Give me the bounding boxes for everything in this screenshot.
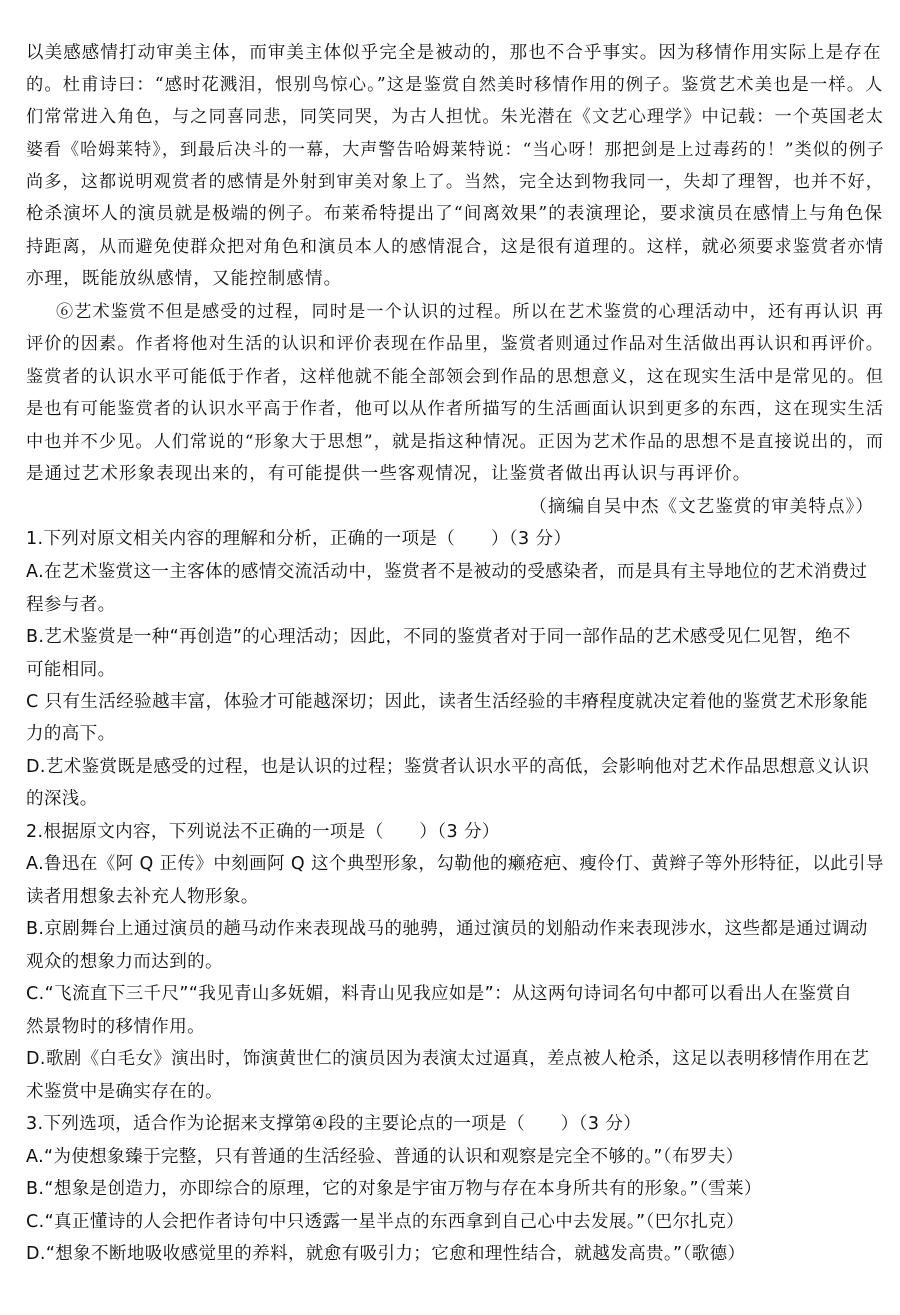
question-2-option-d: 术鉴赏中是确实存在的。 <box>26 1082 223 1102</box>
question-2-option-d: D.歌剧《白毛女》演出时，饰演黄世仁的演员因为表演太过逼真，差点被人枪杀，这足以表明移情作用在艺 <box>26 1049 870 1069</box>
passage-line: 中也并不少见。人们常说的“形象大于思想”，就是指这种情况。正因为艺术作品的思想不是直接说出的，而 <box>26 432 885 452</box>
question-2-option-a: A.鲁迅在《阿 Q 正传》中刻画阿 Q 这个典型形象，勾勒他的癞疮疤、瘦伶仃、黄辫子等外形特征，以此引导 <box>26 854 884 874</box>
question-1-option-d: D.艺术鉴赏既是感受的过程，也是认识的过程；鉴赏者认识水平的高低，会影响他对艺术作品思想意义认识 <box>26 757 870 777</box>
question-2-stem: 2.根据原文内容，下列说法不正确的一项是（ ）（3 分） <box>26 822 500 842</box>
question-2-option-a: 读者用想象去补充人物形象。 <box>26 887 259 907</box>
passage-line: 的。杜甫诗曰：“感时花溅泪，恨别鸟惊心。”这是鉴赏自然美时移情作用的例子。鉴赏艺术美也是一样。人 <box>26 75 884 95</box>
passage-line: 鉴赏者的认识水平可能低于作者，这样他就不能全部领会到作品的思想意义，这在现实生活中是常见的。但 <box>26 367 885 387</box>
question-1-stem: 1.下列对原文相关内容的理解和分析，正确的一项是（ ）（3 分） <box>26 529 572 549</box>
question-3-option-b: B.“想象是创造力，亦即综合的原理，它的对象是宇宙万物与存在本身所共有的形象。”（雪莱） <box>26 1179 762 1199</box>
passage-source: （摘编自吴中杰《文艺鉴赏的审美特点》） <box>529 497 874 517</box>
passage-line: 持距离，从而避免使群众把对角色和演员本人的感情混合，这是很有道理的。这样，就必须要求鉴赏者亦情 <box>26 237 885 257</box>
question-2-option-b: 观众的想象力而达到的。 <box>26 952 223 972</box>
question-2-option-b: B.京剧舞台上通过演员的趟马动作来表现战马的驰骋，通过演员的划船动作来表现涉水，这些都是通过调动 <box>26 919 868 939</box>
passage-line: 是通过艺术形象表现出来的，有可能提供一些客观情况，让鉴赏者做出再认识与再评价。 <box>26 464 752 484</box>
passage-line: ⑥艺术鉴赏不但是感受的过程，同时是一个认识的过程。所以在艺术鉴赏的心理活动中，还有再认识 再 <box>56 302 885 322</box>
passage-line: 尚多，这都说明观赏者的感情是外射到审美对象上了。当然，完全达到物我同一，失却了理智，也并不好， <box>26 172 885 192</box>
question-3-option-a: A.“为使想象臻于完整，只有普通的生活经验、普通的认识和观察是完全不够的。”（布罗夫） <box>26 1147 744 1167</box>
passage-line: 们常常进入角色，与之同喜同悲，同笑同哭，为古人担忧。朱光潜在《文艺心理学》中记载：一个英国老太 <box>26 107 885 127</box>
question-3-option-c: C.“真正懂诗的人会把作者诗句中只透露一星半点的东西拿到自己心中去发展。”（巴尔扎克） <box>26 1212 745 1232</box>
question-1-option-c: 力的高下。 <box>26 724 116 744</box>
passage-line: 评价的因素。作者将他对生活的认识和评价表现在作品里，鉴赏者则通过作品对生活做出再认识和再评价。 <box>26 334 885 354</box>
passage-line: 枪杀演坏人的演员就是极端的例子。布莱希特提出了“间离效果”的表演理论，要求演员在感情上与角色保 <box>26 204 884 224</box>
passage-line: 以美感感情打动审美主体，而审美主体似乎完全是被动的，那也不合乎事实。因为移情作用实际上是存在 <box>26 43 882 63</box>
question-1-option-d: 的深浅。 <box>26 789 98 809</box>
passage-line: 是也有可能鉴赏者的认识水平高于作者，他可以从作者所描写的生活画面认识到更多的东西，这在现实生活 <box>26 399 885 419</box>
question-1-option-c: C 只有生活经验越丰富，体验才可能越深切；因此，读者生活经验的丰瘠程度就决定着他的鉴赏艺术形象能 <box>26 692 868 712</box>
question-2-option-c: C.“飞流直下三千尺”“我见青山多妩媚，料青山见我应如是”：从这两句诗词名句中都可以看出人在鉴赏自 <box>26 984 853 1004</box>
question-1-option-a: 程参与者。 <box>26 595 116 615</box>
question-3-option-d: D.“想象不断地吸收感觉里的养料，就愈有吸引力；它愈和理性结合，就越发高贵。”（歌德） <box>26 1244 746 1264</box>
question-2-option-c: 然景物时的移情作用。 <box>26 1017 205 1037</box>
passage-line: 亦理，既能放纵感情，又能控制感情。 <box>26 269 343 289</box>
passage-line: 婆看《哈姆莱特》，到最后决斗的一幕，大声警告哈姆莱特说：“当心呀！那把剑是上过毒药的！”类似的例子 <box>26 139 885 159</box>
question-1-option-a: A.在艺术鉴赏这一主客体的感情交流活动中，鉴赏者不是被动的受感染者，而是具有主导地位的艺术消费过 <box>26 562 868 582</box>
question-3-stem: 3.下列选项，适合作为论据来支撑第④段的主要论点的一项是（ ）（3 分） <box>26 1114 642 1134</box>
question-1-option-b: 可能相同。 <box>26 660 116 680</box>
question-1-option-b: B.艺术鉴赏是一种“再创造”的心理活动；因此，不同的鉴赏者对于同一部作品的艺术感受见仁见智，绝不 <box>26 627 851 647</box>
